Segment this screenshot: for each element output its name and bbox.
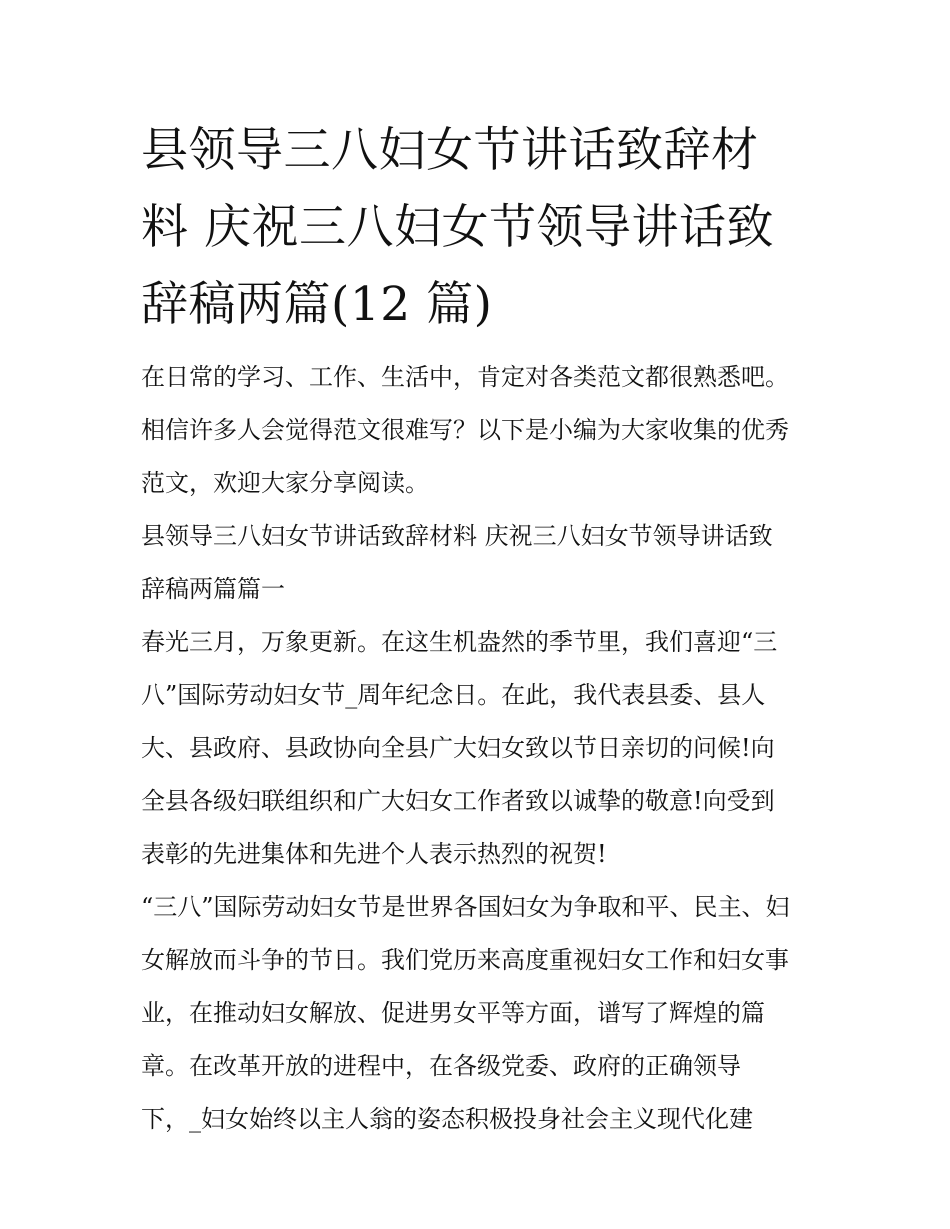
text-line: 表彰的先进集体和先进个人表示热烈的祝贺! <box>141 840 607 868</box>
text-line: 下，_妇女始终以主人翁的姿态积极投身社会主义现代化建 <box>141 1105 753 1133</box>
section-heading <box>141 510 813 616</box>
text-line: 八”国际劳动妇女节_周年纪念日。在此，我代表县委、县人 <box>141 681 766 709</box>
text-line: 业，在推动妇女解放、促进男女平等方面，谱写了辉煌的篇 <box>141 999 765 1027</box>
title-line: 县领导三八妇女节讲话致辞材 <box>141 123 759 178</box>
body-paragraph <box>141 881 813 1146</box>
document-title <box>141 112 813 343</box>
text-line: 女解放而斗争的节日。我们党历来高度重视妇女工作和妇女事 <box>141 946 789 974</box>
text-line: 辞稿两篇篇一 <box>141 575 285 603</box>
text-line: 在日常的学习、工作、生活中，肯定对各类范文都很熟悉吧。 <box>141 363 789 391</box>
text-line: 章。在改革开放的进程中，在各级党委、政府的正确领导 <box>141 1052 741 1080</box>
text-line: 春光三月，万象更新。在这生机盎然的季节里，我们喜迎“三 <box>141 628 778 656</box>
document-page <box>141 112 813 1146</box>
text-line: 全县各级妇联组织和广大妇女工作者致以诚挚的敬意!向受到 <box>141 787 775 815</box>
text-line: 县领导三八妇女节讲话致辞材料 庆祝三八妇女节领导讲话致 <box>141 522 773 550</box>
text-line: 范文，欢迎大家分享阅读。 <box>141 469 429 497</box>
intro-paragraph <box>141 351 813 510</box>
text-line: 大、县政府、县政协向全县广大妇女致以节日亲切的问候!向 <box>141 734 775 762</box>
text-line: “三八”国际劳动妇女节是世界各国妇女为争取和平、民主、妇 <box>141 893 790 921</box>
text-line: 相信许多人会觉得范文很难写？以下是小编为大家收集的优秀 <box>141 416 789 444</box>
title-line: 辞稿两篇(12 篇) <box>141 277 493 332</box>
title-line: 料 庆祝三八妇女节领导讲话致 <box>141 200 774 255</box>
body-paragraph <box>141 616 813 881</box>
